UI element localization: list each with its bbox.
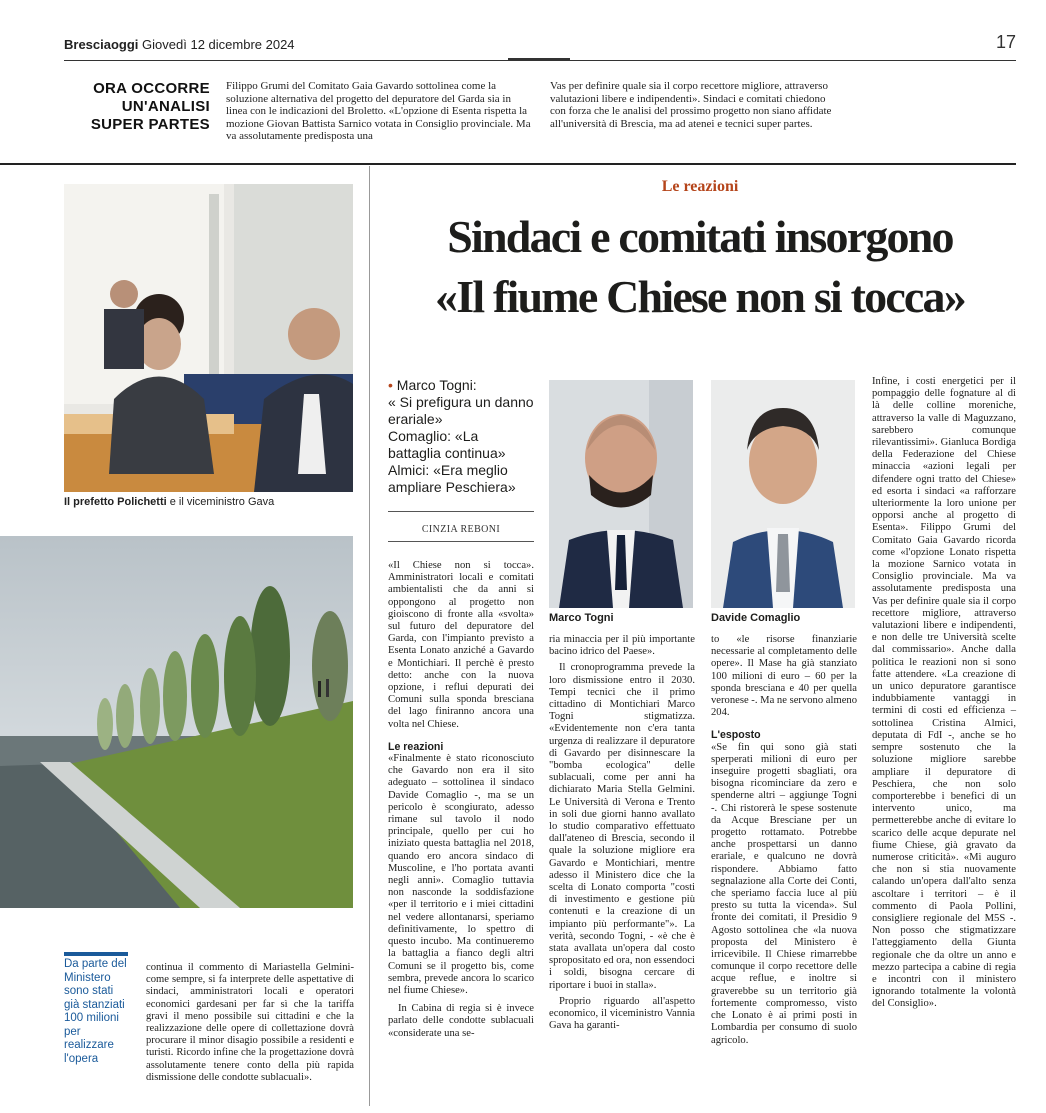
subhead-quote-2: Comaglio: «La battaglia continua» <box>388 428 506 461</box>
body-paragraph: «Finalmente è stato riconosciuto che Gavardo non era il sito adeguato – sottolinea il sindaco Davide Comaglio -, ma se un pericolo è scongiurato, adesso rimane sul tavolo il nodo principale, quello per cui ho iniziato questa battaglia nel 2018, quando ero ancora sindaco di Muscoline, e l'ho portata avanti negli anni». Comaglio tuttavia non nasconde la soddisfazione «per il territorio e i miei cittadini nel vedere allontanarsi, speriamo definitivamente, lo spettro di questo incubo. Ma continueremo la battaglia a fianco degli altri Comuni se il progetto bis, come sembra, prevede ancora lo scarico nel fiume Chiese». <box>388 753 534 996</box>
body-paragraph: In Cabina di regia si è invece parlato delle condotte sublacuali «considerate una se- <box>388 1003 534 1039</box>
meeting-photo-caption <box>64 496 353 508</box>
subhead-quote-3: Almici: «Era meglio ampliare Peschiera» <box>388 462 516 495</box>
body-paragraph: to «le risorse finanziarie necessarie al completamento delle opere». Il Mase ha già stanziato 100 milioni di euro – 60 per la sponda bresciana e 40 per quella veronese -. Ma ne servono almeno 204. <box>711 634 857 719</box>
body-paragraph: «Il Chiese non si tocca». Amministratori locali e comitati ambientalisti che da anni si oppongono al progetto non gioiscono di fronte alla «svolta» sul futuro del depuratore del Garda, con l'impianto previsto a Esenta Lonato anziché a Gavardo e Montichiari. Il perchè è presto detto: anche con la nuova opzione, i reflui depurati dei Comuni sulla sponda bresciana del lago finiranno ancora una volta nel Chiese. <box>388 560 534 730</box>
page-number: 17 <box>995 32 1016 52</box>
meeting-caption-text: e il viceministro Gava <box>166 496 275 508</box>
body-subheading: L'esposto <box>711 729 761 742</box>
headline-line-1: Sindaci e comitati insorgono <box>447 211 953 262</box>
body-paragraph: ria minaccia per il più importante bacino idrico del Paese». <box>549 634 695 658</box>
subheadline <box>388 377 534 496</box>
bullet-icon: • <box>388 377 393 393</box>
body-column-continuation: continua il commento di Mariastella Gelmini- come sempre, si fa interprete delle aspettative di sindaci, amministratori locali e operatori economici gardesani per far sì che la tariffa gravi il meno possibile sui cittadini e che la realizzazione delle opere di collettazione dovrà procurare il minor disagio possibile a residenti e turisti. Ricordo infine che la progettazione dovrà assolutamente tenere conto della più rapida dismissione delle condotte sublacuali». <box>146 962 354 1083</box>
portrait-marco-togni <box>549 380 693 608</box>
top-kicker-line: UN'ANALISI <box>121 98 210 115</box>
sidebox-note: Da parte del Ministero sono stati già stanziati 100 milioni per realizzare l'opera <box>64 958 127 1065</box>
byline-rule-bottom <box>388 541 534 542</box>
publication-name: Bresciaoggi <box>64 37 139 52</box>
depurator-rendering-image <box>0 536 353 908</box>
body-paragraph: «Se fin qui sono già stati sperperati milioni di euro per inseguire progetti sbagliati, ora bisogna ricominciare da zero e spenderne altri – aggiunge Togni -. Chi ristorerà le spese sostenute da Acque Bresciane per un progetto rottamato. Potrebbe anche prospettarsi un danno erariale, e qualcuno ne dovrà rispondere. Abbiamo fatto segnalazione alla Corte dei Conti, che speriamo faccia luce al più presto su tutta la vicenda». Sul fronte dei comitati, il Presidio 9 Agosto sottolinea che «la nuova proposta del Ministero è irricevibile. Il Chiese rimarrebbe comunque il corpo recettore delle acque reflue, e inoltre si graverebbe su un territorio già fortemente compromesso, visto che Lonato è ai primi posti in Lombardia per consumo di suolo agricolo. <box>711 741 857 1046</box>
top-kicker-line: SUPER PARTES <box>90 116 210 133</box>
body-column-1 <box>388 560 534 1040</box>
top-kicker-line: ORA OCCORRE <box>93 80 210 97</box>
body-column-3 <box>711 634 857 1047</box>
subhead-quote-1: « Si prefigura un danno erariale» <box>388 394 534 427</box>
meeting-caption-bold: Il prefetto Polichetti <box>64 496 167 508</box>
body-column-2 <box>549 634 695 1033</box>
portrait-caption-togni: Marco Togni <box>549 612 614 624</box>
body-paragraph: Proprio riguardo all'aspetto economico, il viceministro Vannia Gava ha garanti- <box>549 995 695 1032</box>
top-box-rule <box>0 163 1016 165</box>
top-box-column-1: Filippo Grumi del Comitato Gaia Gavardo sottolinea come la soluzione alternativa del progetto del depuratore del Garda sia in linea con le indicazioni del Broletto. «L'opzione di Esenta rispetta la mozione Giovan Battista Sarnico votata in Consiglio provinciale. Ma va assolutamente predisposta una <box>226 80 531 143</box>
sidebox-accent-bar <box>64 952 128 956</box>
top-kicker <box>64 80 210 134</box>
top-box-column-2: Vas per definire quale sia il corpo recettore migliore, attraverso valutazioni libere e indipendenti». Sindaci e comitati chiedono con forza che le analisi del prossimo progetto non siano affidate all'università di Brescia, ma ad atenei e tecnici super partes. <box>550 80 832 130</box>
byline-rule <box>388 511 534 512</box>
meeting-photo <box>64 184 353 492</box>
byline: CINZIA REBONI <box>421 524 501 535</box>
portrait-caption-comaglio: Davide Comaglio <box>711 612 801 624</box>
publication-header <box>64 37 295 52</box>
body-paragraph: Il cronoprogramma prevede la loro dismissione entro il 2030. Tempi tecnici che il primo cittadino di Montichiari Marco Togni stigmatizza. «Evidentemente non c'era tanta urgenza di realizzare il depuratore di Gavardo per disinnescare la "bomba ecologica" delle sublacuali, come per anni ha dichiarato Maria Stella Gelmini. Le Università di Verona e Trento in soli due giorni hanno avallato lo studio comparativo effettuato dall'ateneo di Brescia, secondo il quale la soluzione migliore era Gavardo e Montichiari, mentre adesso il Ministero dice che la scelta di Lonato comporta "costi di investimento e gestione più contenuti e la creazione di un impianto più performante"». La verità, secondo Togni, - «è che è stata avallata un'opera dal costo spropositato ed ora, non essendoci i soldi, bisogna cercare di riportare i buoi in stalla». <box>549 662 695 991</box>
subhead-name: Marco Togni: <box>396 377 477 393</box>
section-label: Le reazioni <box>661 178 739 195</box>
header-rule-accent <box>508 58 570 61</box>
headline-line-2: «Il fiume Chiese non si tocca» <box>435 271 965 322</box>
portrait-davide-comaglio <box>711 380 855 608</box>
body-column-4: Infine, i costi energetici per il pompaggio delle fognature al di là delle colline moreniche, attraverso la valle di Maguzzano, sarebbero comunque rilevantissimi». Gianluca Bordiga della Federazione del Chiese minaccia «azioni legali per difendere ogni tratto del Chiese» ed esorta i sindaci «a rafforzare ulteriormente la loro unione per opporsi anche al progetto di Esenta». Filippo Grumi del Comitato Gaia Gavardo ricorda come «l'opzione Lonato rispetta la mozione Sarnico votata in Consiglio provinciale. Ma va assolutamente predisposta una Vas per definire quale sia il corpo recettore migliore, attraverso valutazioni libere e indipendenti, e non delle tre Università scelte dal commissario». Anche dalla politica le reazioni non si sono fatte attendere. «La creazione di un unico depuratore garantisce indubbiamente vantaggi in termini di costi ed efficienza – sottolinea Cristina Almici, deputata di FdI -, anche se ho sempre sostenuto che la soluzione migliore sarebbe ampliare il depuratore di Peschiera, che non solo comporterebbe i benefici di un intervento unico, ma permetterebbe anche di evitare lo scarico delle acque depurate nel fiume Chiese, già gravato da numerose criticità». «Mi auguro che non si stia nuovamente calando un'opera dall'alto senza ascoltare i territori – è il commento di Paola Pollini, consigliere regionale del M5S -. Non posso che stigmatizzare l'atteggiamento della Giunta regionale che da oltre un anno e mezzo partecipa a cabine di regia e incontri con il ministero ignorando totalmente la volontà del Consiglio». <box>872 376 1016 1010</box>
body-subheading: Le reazioni <box>388 740 444 753</box>
publication-date: Giovedì 12 dicembre 2024 <box>142 37 295 52</box>
